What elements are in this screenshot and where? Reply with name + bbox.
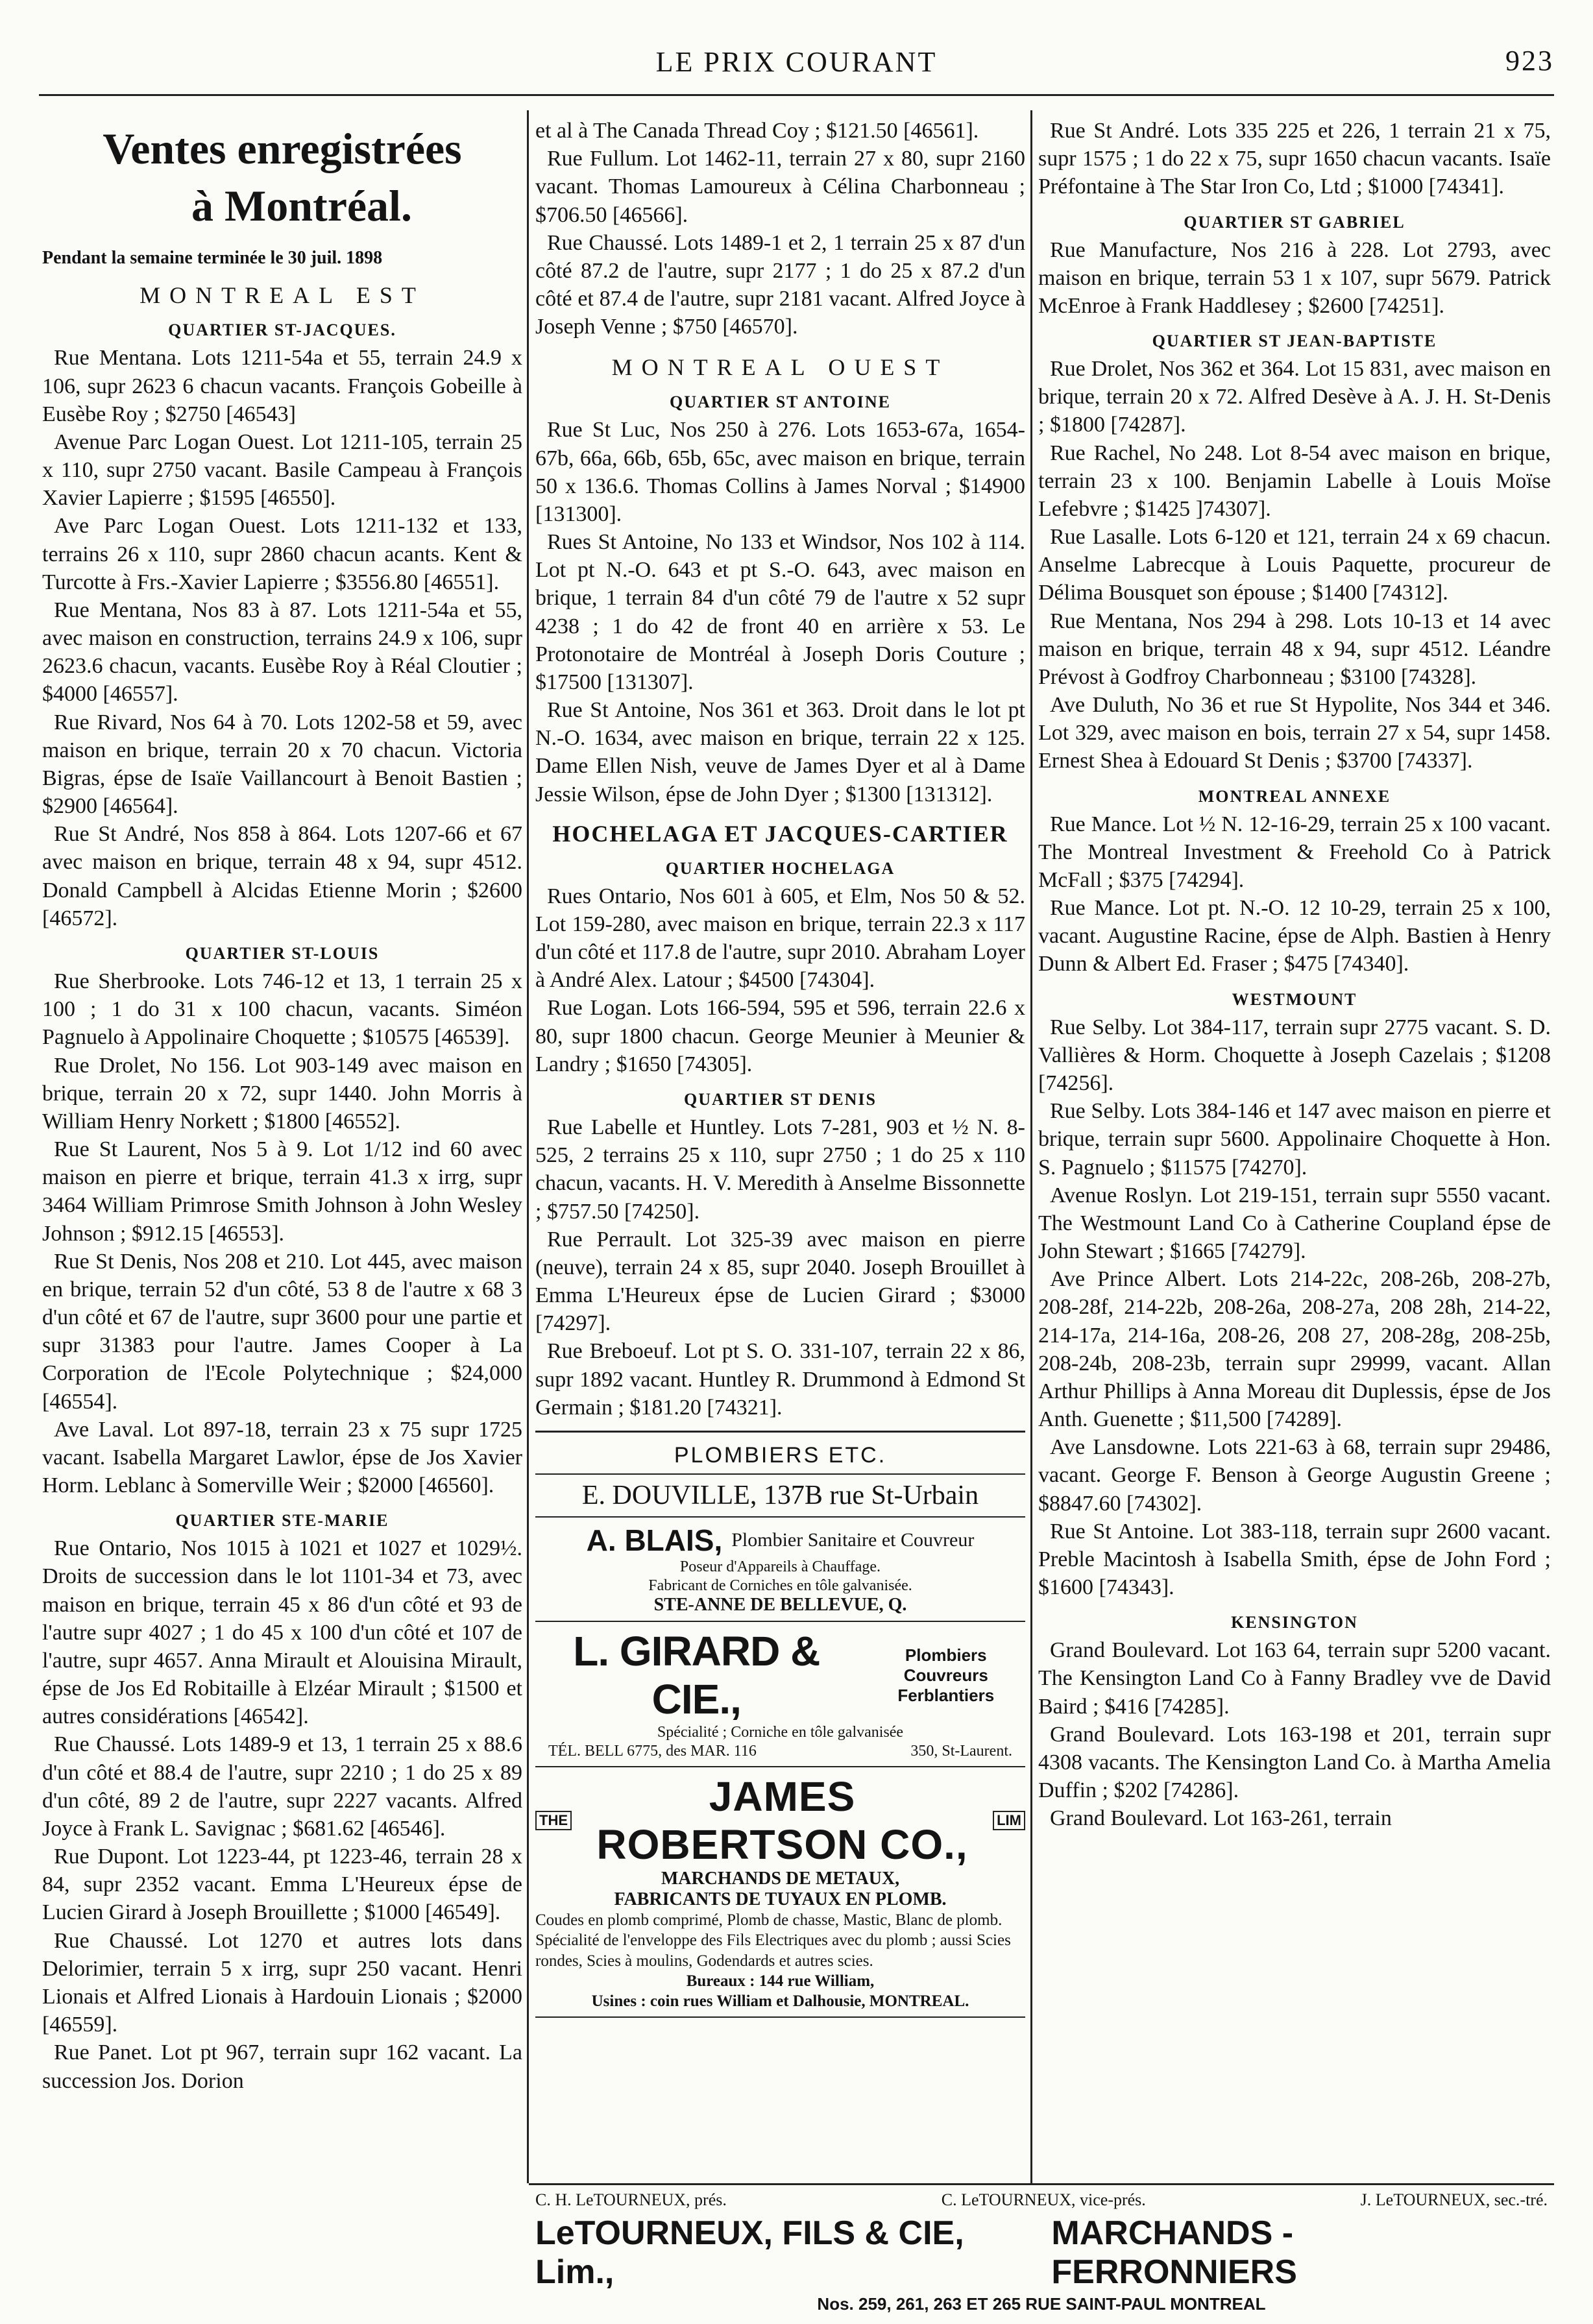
column-3 bbox=[1038, 117, 1551, 1832]
sale-entry: Rue Mentana. Lots 1211-54a et 55, terrain 24.9 x 106, supr 2623 6 chacun vacants. François Gobeille à Eusèbe Roy ; $2750 [46543] bbox=[42, 346, 522, 426]
sale-entry: Rue Mance. Lot ½ N. 12-16-29, terrain 25 x 100 vacant. The Montreal Investment & Freehold Co à Patrick McFall ; $375 [74294]. bbox=[1038, 812, 1551, 892]
sale-entry: Grand Boulevard. Lots 163-198 et 201, terrain supr 4308 vacants. The Kensington Land Co. à Martha Amelia Duffin ; $202 [74286]. bbox=[1038, 1722, 1551, 1803]
sale-entry: Rue Rachel, No 248. Lot 8-54 avec maison en brique, terrain 23 x 100. Benjamin Labelle à Louis Moïse Lefebvre ; $1425 ]74307]. bbox=[1038, 441, 1551, 521]
ad-blais-name: A. BLAIS, bbox=[586, 1523, 723, 1557]
ward-heading: WESTMOUNT bbox=[1232, 989, 1357, 1009]
ward-heading: QUARTIER ST DENIS bbox=[683, 1089, 877, 1109]
ad-robertson-line: FABRICANTS DE TUYAUX EN PLOMB. bbox=[614, 1889, 947, 1910]
sale-entry: Grand Boulevard. Lot 163-261, terrain bbox=[1050, 1806, 1392, 1831]
ward-heading: QUARTIER ST ANTOINE bbox=[670, 393, 891, 412]
ad-girard-address: 350, St-Laurent. bbox=[910, 1743, 1012, 1760]
ad-blais-trade: Plombier Sanitaire et Couvreur bbox=[731, 1529, 975, 1551]
ad-robertson-the-badge: THE bbox=[535, 1811, 572, 1830]
ad-girard-name: L. GIRARD & CIE., bbox=[573, 1628, 820, 1723]
sale-entry: Rue Logan. Lots 166-594, 595 et 596, terrain 22.6 x 80, supr 1800 chacun. George Meunier à Meunier & Landry ; $1650 [74305]. bbox=[535, 996, 1025, 1076]
column-divider-1 bbox=[527, 110, 529, 2183]
footer-firm-trade: MARCHANDS - FERRONNIERS bbox=[1051, 2214, 1297, 2291]
sale-entry: Rue Mance. Lot pt. N.-O. 12 10-29, terrain 25 x 100, vacant. Augustine Racine, épse de Alph. Bastien à Henry Dunn & Albert Ed. Fraser ; $475 [74340]. bbox=[1038, 896, 1551, 976]
sale-entry: Grand Boulevard. Lot 163 64, terrain supr 5200 vacant. The Kensington Land Co à Fanny Bradley vve de David Baird ; $416 [74285]. bbox=[1038, 1638, 1551, 1719]
ad-robertson bbox=[535, 1766, 1025, 2018]
ward-heading: QUARTIER ST-JACQUES. bbox=[168, 321, 396, 340]
sale-entry: Rue Drolet, No 156. Lot 903-149 avec maison en brique, terrain 20 x 72, supr 1440. John Morris à William Henry Norkett ; $1800 [46552]. bbox=[42, 1053, 522, 1133]
sale-entry: Rue Mentana, Nos 294 à 298. Lots 10-13 et 14 avec maison en brique, terrain 48 x 94, supr 4512. Léandre Prévost à Godfroy Charbonneau ; $3100 [74328]. bbox=[1038, 609, 1551, 689]
sale-entry: Avenue Roslyn. Lot 219-151, terrain supr 5550 vacant. The Westmount Land Co à Catherine Coupland épse de John Stewart ; $1665 [74279]. bbox=[1038, 1183, 1551, 1264]
sale-entry: Rue Selby. Lots 384-146 et 147 avec maison en pierre et brique, terrain supr 5600. Appolinaire Choquette à Hon. S. Pagnuelo ; $11575 [74270]. bbox=[1038, 1099, 1551, 1180]
page-header bbox=[39, 39, 1554, 84]
ad-girard-trade: Ferblantiers bbox=[897, 1685, 995, 1705]
district-heading: HOCHELAGA ET JACQUES-CARTIER bbox=[552, 820, 1008, 847]
sale-entry: Rue St André, Nos 858 à 864. Lots 1207-66 et 67 avec maison en brique, terrain 48 x 94, supr 4512. Donald Campbell à Alcidas Etienne Morin ; $2600 [46572]. bbox=[42, 822, 522, 930]
sale-entry: Avenue Parc Logan Ouest. Lot 1211-105, terrain 25 x 110, supr 2750 vacant. Basile Campeau à François Xavier Lapierre ; $1595 [46550]. bbox=[42, 430, 522, 511]
ad-robertson-name: JAMES ROBERTSON CO., bbox=[596, 1773, 968, 1869]
sale-entry: Rue Fullum. Lot 1462-11, terrain 27 x 80, supr 2160 vacant. Thomas Lamoureux à Célina Charbonneau ; $706.50 [46566]. bbox=[535, 147, 1025, 227]
sale-entry: Rue St Denis, Nos 208 et 210. Lot 445, avec maison en brique, terrain 52 d'un côté, 53 8 de l'autre x 68 3 d'un côté et 67 de l'autre, supr 3600 pour une partie et supr 31383 pour l'autre. James Cooper à La Corporation de l'Ecole Polytechnique ; $24,000 [46554]. bbox=[42, 1249, 522, 1414]
ward-heading: QUARTIER ST-LOUIS bbox=[185, 943, 380, 963]
ad-douville: E. DOUVILLE, 137B rue St-Urbain bbox=[535, 1473, 1025, 1516]
sale-entry: Rue Panet. Lot pt 967, terrain supr 162 vacant. La succession Jos. Dorion bbox=[42, 2040, 522, 2093]
footer-firm-name: LeTOURNEUX, FILS & CIE, Lim., bbox=[535, 2214, 964, 2291]
ad-robertson-works: Usines : coin rues William et Dalhousie, MONTREAL. bbox=[591, 1992, 969, 2011]
week-caption: Pendant la semaine terminée le 30 juil. 1898 bbox=[42, 248, 383, 269]
sale-entry: Rue Lasalle. Lots 6-120 et 121, terrain 24 x 69 chacun. Anselme Labrecque à Louis Paquette, procureur de Délima Bousquet son épouse ; $1400 [74312]. bbox=[1038, 525, 1551, 605]
column-1 bbox=[42, 117, 522, 2095]
sale-entry: Rue St Laurent, Nos 5 à 9. Lot 1/12 ind 60 avec maison en pierre et brique, terrain 41.3 x irrg, supr 3464 William Primrose Smith Johnson à John Wesley Johnson ; $912.15 [46553]. bbox=[42, 1137, 522, 1246]
section-heading-line1: Ventes enregistrées bbox=[103, 124, 462, 173]
sale-entry: Ave Prince Albert. Lots 214-22c, 208-26b, 208-27b, 208-28f, 214-22b, 208-26a, 208-27a, 208 28h, 214-22, 214-17a, 214-16a, 208-26, 208 27, 208-28g, 208-25b, 208-24b, 208-23b, terrain supr 29999, vacant. Allan Arthur Phillips à Anna Moreau dit Duplessis, épse de Jos Anth. Guenette ; $11,500 [74289]. bbox=[1038, 1267, 1551, 1432]
ward-heading: KENSINGTON bbox=[1231, 1613, 1358, 1632]
ad-girard-specialty: Spécialité ; Corniche en tôle galvanisée bbox=[657, 1724, 904, 1741]
ad-robertson-lim-badge: LIM bbox=[993, 1811, 1025, 1830]
ward-heading: QUARTIER HOCHELAGA bbox=[665, 858, 895, 878]
sale-entry: Rue St Antoine, Nos 361 et 363. Droit dans le lot pt N.-O. 1634, avec maison en brique, terrain 22 x 125. Dame Ellen Nish, veuve de James Dyer et al à Dame Jessie Wilson, épse de John Dyer ; $1300 [131312]. bbox=[535, 698, 1025, 806]
sale-entry: Rue Labelle et Huntley. Lots 7-281, 903 et ½ N. 8-525, 2 terrains 25 x 110, supr 2750 ; 1 do 25 x 110 chacun, vacants. H. V. Meredith à Anselme Bissonnette ; $757.50 [74250]. bbox=[535, 1115, 1025, 1224]
sale-entry: Rue Chaussé. Lot 1270 et autres lots dans Delorimier, terrain 5 x irrg, supr 250 vacant. Henri Lionais et Alfred Lionais à Hardouin Lionais ; $2000 [46559]. bbox=[42, 1928, 522, 2037]
sale-entry: Rue Drolet, Nos 362 et 364. Lot 15 831, avec maison en brique, terrain 20 x 72. Alfred Desève à A. J. H. St-Denis ; $1800 [74287]. bbox=[1038, 357, 1551, 437]
sale-entry: Rues St Antoine, No 133 et Windsor, Nos 102 à 114. Lot pt N.-O. 643 et pt S.-O. 643, avec maison en brique, 1 terrain 84 d'un côté 79 de l'autre x 52 supr 4238 ; 1 do 42 de front 40 en arrière x 53. Le Protonotaire de Montréal à Joseph Doris Couture ; $17500 [131307]. bbox=[535, 530, 1025, 694]
sale-entry: et al à The Canada Thread Coy ; $121.50 [46561]. bbox=[535, 119, 979, 143]
sale-entry: Ave Lansdowne. Lots 221-63 à 68, terrain supr 29486, vacant. George F. Benson à George Augustin Greene ; $8847.60 [74302]. bbox=[1038, 1435, 1551, 1516]
sale-entry: Rue Ontario, Nos 1015 à 1021 et 1027 et 1029½. Droits de succession dans le lot 1101-34 et 73, avec maison en brique, terrain 45 x 86 d'un côté et 93 de l'autre supr 4027 ; 1 do 45 x 100 d'un côté et 107 de l'autre, supr 4657. Anna Mirault et Alouisina Mirault, épse de Jos Ed Robitaille à Elzéar Mirault ; $1500 et autres considérations [46542]. bbox=[42, 1536, 522, 1729]
page-number: 923 bbox=[1505, 45, 1554, 77]
journal-title: LE PRIX COURANT bbox=[655, 45, 938, 78]
advertisements bbox=[535, 1431, 1025, 2018]
sale-entry: Rue Sherbrooke. Lots 746-12 et 13, 1 terrain 25 x 100 ; 1 do 31 x 100 chacun, vacants. Siméon Pagnuelo à Appolinaire Choquette ; $10575 [46539]. bbox=[42, 969, 522, 1050]
sale-entry: Rue Perrault. Lot 325-39 avec maison en pierre (neuve), terrain 24 x 85, supr 2040. Joseph Brouillet à Emma L'Heureux épse de Lucien Girard ; $3000 [74297]. bbox=[535, 1227, 1025, 1336]
sale-entry: Rue St Luc, Nos 250 à 276. Lots 1653-67a, 1654-67b, 66a, 66b, 65b, 65c, avec maison en brique, terrain 50 x 136.6. Thomas Collins à James Norval ; $14900 [131300]. bbox=[535, 418, 1025, 526]
ad-robertson-line: MARCHANDS DE METAUX, bbox=[661, 1869, 900, 1889]
footer-address: Nos. 259, 261, 263 ET 265 RUE SAINT-PAUL MONTREAL bbox=[817, 2294, 1266, 2314]
header-rule bbox=[39, 94, 1554, 96]
footer-vice-president: C. LeTOURNEUX, vice-prés. bbox=[941, 2190, 1146, 2209]
ad-blais-place: STE-ANNE DE BELLEVUE, Q. bbox=[653, 1595, 907, 1616]
ward-heading: QUARTIER ST GABRIEL bbox=[1184, 212, 1405, 232]
district-heading: MONTREAL OUEST bbox=[611, 354, 949, 381]
sale-entry: Rue St Antoine. Lot 383-118, terrain supr 2600 vacant. Preble Macintosh à Isabella Smith, épse de John Ford ; $1600 [74343]. bbox=[1038, 1519, 1551, 1600]
sale-entry: Rues Ontario, Nos 601 à 605, et Elm, Nos 50 & 52. Lot 159-280, avec maison en brique, terrain 22.3 x 117 d'un côté et 117.8 de l'autre, supr 2010. Abraham Loyer à André Alex. Latour ; $4500 [74304]. bbox=[535, 884, 1026, 993]
footer-president: C. H. LeTOURNEUX, prés. bbox=[535, 2190, 727, 2209]
sale-entry: Rue St André. Lots 335 225 et 226, 1 terrain 21 x 75, supr 1575 ; 1 do 22 x 75, supr 1650 chacun vacants. Isaïe Préfontaine à The Star Iron Co, Ltd ; $1000 [74341]. bbox=[1038, 119, 1551, 199]
ward-heading: MONTREAL ANNEXE bbox=[1198, 786, 1391, 806]
section-heading-line2: à Montréal. bbox=[191, 181, 412, 231]
sale-entry: Rue Manufacture, Nos 216 à 228. Lot 2793, avec maison en brique, terrain 53 1 x 107, supr 5679. Patrick McEnroe à Frank Haddlesey ; $2600 [74251]. bbox=[1038, 237, 1551, 318]
sale-entry: Ave Laval. Lot 897-18, terrain 23 x 75 supr 1725 vacant. Isabella Margaret Lawlor, épse de Jos Xavier Horm. Leblanc à Somerville Weir ; $2000 [46560]. bbox=[42, 1417, 522, 1498]
ad-girard-phone: TÉL. BELL 6775, des MAR. 116 bbox=[548, 1743, 757, 1760]
sale-entry: Rue Rivard, Nos 64 à 70. Lots 1202-58 et 59, avec maison en brique, terrain 20 x 70 chacun. Victoria Bigras, épse de Isaïe Vaillancourt à Benoit Bastien ; $2900 [46564]. bbox=[42, 710, 522, 819]
sale-entry: Rue Chaussé. Lots 1489-9 et 13, 1 terrain 25 x 88.6 d'un côté et 88.4 de l'autre, supr 2210 ; 1 do 25 x 89 d'un côté, 89 2 de l'autre, supr 2227 vacants. Alfred Joyce à Frank L. Savignac ; $681.62 [46546]. bbox=[42, 1732, 522, 1841]
ward-heading: QUARTIER ST JEAN-BAPTISTE bbox=[1152, 332, 1437, 351]
sale-entry: Ave Parc Logan Ouest. Lots 1211-132 et 133, terrains 26 x 110, supr 2860 chacun acants. Kent & Turcotte à Frs.-Xavier Lapierre ; $3556.80 [46551]. bbox=[42, 514, 522, 594]
ads-heading: PLOMBIERS ETC. bbox=[674, 1442, 887, 1468]
sale-entry: Rue Chaussé. Lots 1489-1 et 2, 1 terrain 25 x 87 d'un côté 87.2 de l'autre, supr 2177 ; 1 do 25 x 87.2 d'un côté et 87.4 de l'autre, supr 2181 vacant. Alfred Joyce à Joseph Venne ; $750 [46570]. bbox=[535, 230, 1025, 339]
ad-girard-trade: Plombiers Couvreurs bbox=[903, 1645, 988, 1685]
sale-entry: Rue Mentana, Nos 83 à 87. Lots 1211-54a et 55, avec maison en construction, terrains 24.9 x 106, supr 2623.6 chacun, vacants. Eusèbe Roy à Réal Cloutier ; $4000 [46557]. bbox=[42, 598, 522, 707]
sale-entry: Rue Dupont. Lot 1223-44, pt 1223-46, terrain 28 x 84, supr 2352 vacant. Emma L'Heureux épse de Lucien Girard à Joseph Brouillette ; $1000 [46549]. bbox=[42, 1845, 522, 1925]
footer-secretary: J. LeTOURNEUX, sec.-tré. bbox=[1360, 2190, 1548, 2209]
sale-entry: Rue Selby. Lot 384-117, terrain supr 2775 vacant. S. D. Vallières & Horm. Choquette à Joseph Cazelais ; $1208 [74256]. bbox=[1038, 1015, 1551, 1095]
ad-blais bbox=[535, 1516, 1025, 1621]
column-2 bbox=[535, 117, 1025, 2018]
column-divider-2 bbox=[1030, 110, 1032, 2183]
footer-advertisement bbox=[529, 2183, 1554, 2314]
district-heading: MONTREAL EST bbox=[140, 282, 425, 309]
ad-girard bbox=[535, 1621, 1025, 1766]
ward-heading: QUARTIER STE-MARIE bbox=[175, 1511, 389, 1531]
sale-entry: Rue Breboeuf. Lot pt S. O. 331-107, terrain 22 x 86, supr 1892 vacant. Huntley R. Drummond à Edmond St Germain ; $181.20 [74321]. bbox=[535, 1339, 1025, 1420]
ad-robertson-office: Bureaux : 144 rue William, bbox=[686, 1972, 875, 1990]
sale-entry: Ave Duluth, No 36 et rue St Hypolite, Nos 344 et 346. Lot 329, avec maison en bois, terrain 27 x 54, supr 1458. Ernest Shea à Edouard St Denis ; $3700 [74337]. bbox=[1038, 693, 1551, 773]
ad-robertson-body: Coudes en plomb comprimé, Plomb de chasse, Mastic, Blanc de plomb. Spécialité de l'enveloppe des Fils Electriques avec du plomb ; aussi Scies rondes, Scies à moulins, Godendards et autres scies. bbox=[535, 1911, 1011, 1970]
ad-blais-line: Fabricant de Corniches en tôle galvanisée. bbox=[648, 1577, 912, 1594]
ad-blais-line: Poseur d'Appareils à Chauffage. bbox=[679, 1558, 881, 1575]
